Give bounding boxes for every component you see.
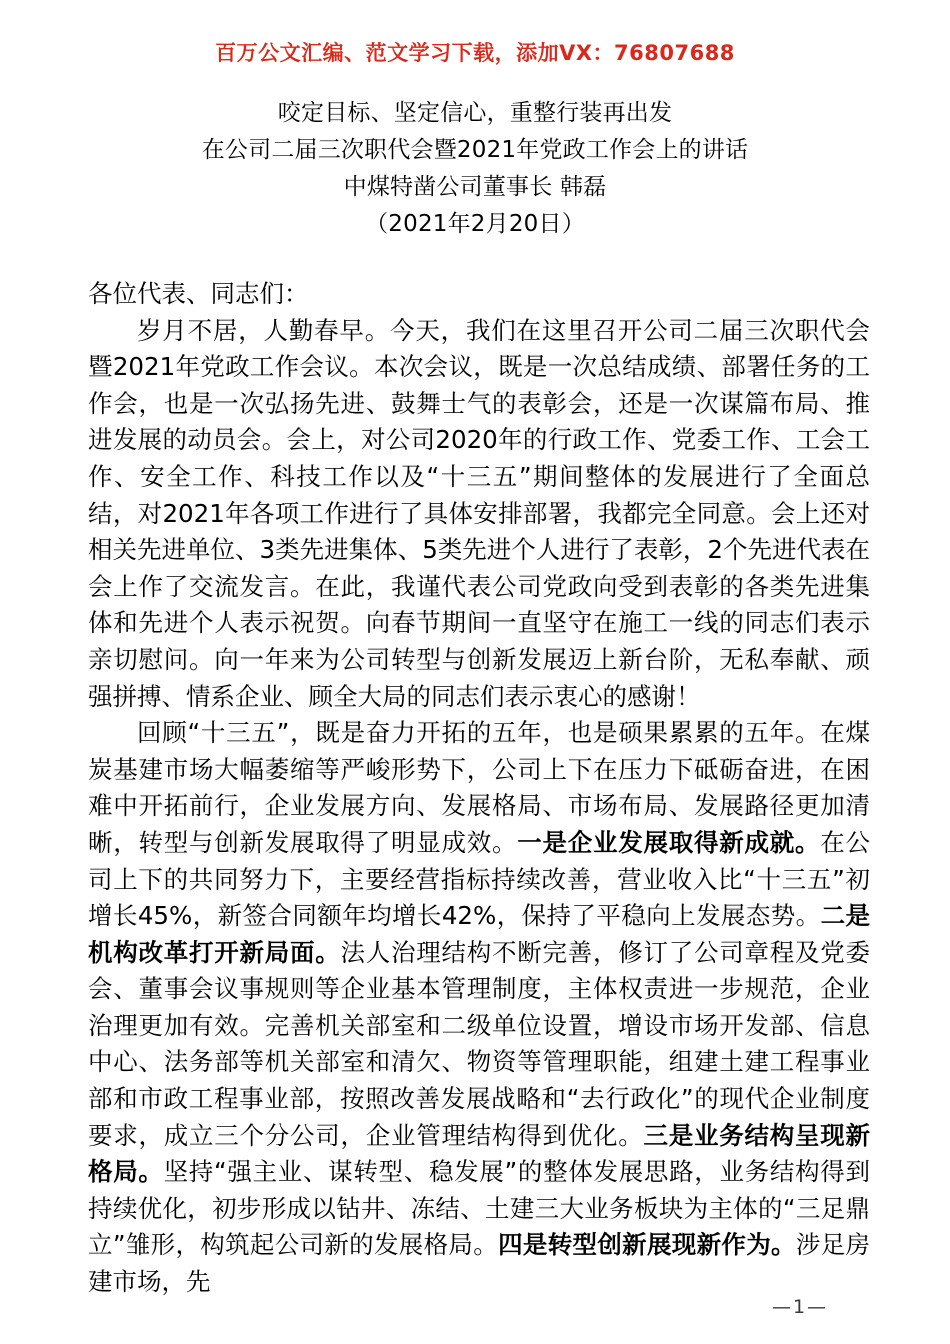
title-line-date: （2021年2月20日） xyxy=(365,211,585,237)
paragraph-2-text-run: 回顾“十三五”，既是奋力开拓的五年，也是硕果累累的五年。在煤炭基建市场大幅萎缩等严峻形势下，公司上下在压力下砥砺奋进，在困难中开拓前行，企业发展方向、发展格局、市场布局、发展路径更加清晰，转型与创新发展取得了明显成效。 xyxy=(88,718,870,857)
document-body xyxy=(88,276,870,1301)
salutation: 各位代表、同志们： xyxy=(88,279,309,308)
paragraph-1: 岁月不居，人勤春早。今天，我们在这里召开公司二届三次职代会暨2021年党政工作会议。本次会议，既是一次总结成绩、部署任务的工作会，也是一次弘扬先进、鼓舞士气的表彰会，还是一次谋篇布局、推进发展的动员会。会上，对公司2020年的行政工作、党委工作、工会工作、安全工作、科技工作以及“十三五”期间整体的发展进行了全面总结，对2021年各项工作进行了具体安排部署，我都完全同意。会上还对相关先进单位、3类先进集体、5类先进个人进行了表彰，2个先进代表在会上作了交流发言。在此，我谨代表公司党政向受到表彰的各类先进集体和先进个人表示祝贺。向春节期间一直坚守在施工一线的同志们表示亲切慰问。向一年来为公司转型与创新发展迈上新台阶，无私奉献、顽强拼搏、情系企业、顾全大局的同志们表示衷心的感谢！ xyxy=(88,315,870,711)
page-number: —1— xyxy=(771,1296,829,1318)
paragraph-2-text-run: 法人治理结构不断完善，修订了公司章程及党委会、董事会议事规则等企业基本管理制度，主体权责进一步规范，企业治理更加有效。完善机关部室和二级单位设置，增设市场开发部、信息中心、法务部等机关部室和清欠、物资等管理职能，组建土建工程事业部和市政工程事业部，按照改善发展战略和“去行政化”的现代企业制度要求，成立三个分公司，企业管理结构得到优化。 xyxy=(88,937,870,1150)
paragraph-2-heading-run: 二是机构改革打开新局面。 xyxy=(88,901,870,967)
document-title-block xyxy=(85,95,865,243)
paragraph-2-heading-run: 三是业务结构呈现新格局。 xyxy=(88,1120,870,1187)
page-footer xyxy=(0,1296,950,1318)
paragraph-2-heading-run: 一是企业发展取得新成就。 xyxy=(517,827,821,857)
paragraph-2-text-run: 在公司上下的共同努力下，主要经营指标持续改善，营业收入比“十三五”初增长45%，新签合同额年均增长42%，保持了平稳向上发展态势。 xyxy=(88,827,870,931)
title-line-speaker: 中煤特凿公司董事长 韩磊 xyxy=(343,174,607,200)
paragraph-2-text-run: 涉足房建市场，先 xyxy=(88,1230,871,1297)
title-line-subtitle: 在公司二届三次职代会暨2021年党政工作会上的讲话 xyxy=(201,137,749,163)
paragraph-2-heading-run: 四是转型创新展现新作为。 xyxy=(498,1230,796,1260)
paragraph-2 xyxy=(88,715,870,1301)
promo-banner-text: 百万公文汇编、范文学习下载，添加VX：76807688 xyxy=(215,41,735,65)
title-line-main: 咬定目标、坚定信心，重整行装再出发 xyxy=(277,100,673,126)
paragraph-2-text-run: 坚持“强主业、谋转型、稳发展”的整体发展思路，业务结构得到持续优化，初步形成以钻井、冻结、土建三大业务板块为主体的“三足鼎立”雏形，构筑起公司新的发展格局。 xyxy=(88,1157,870,1260)
